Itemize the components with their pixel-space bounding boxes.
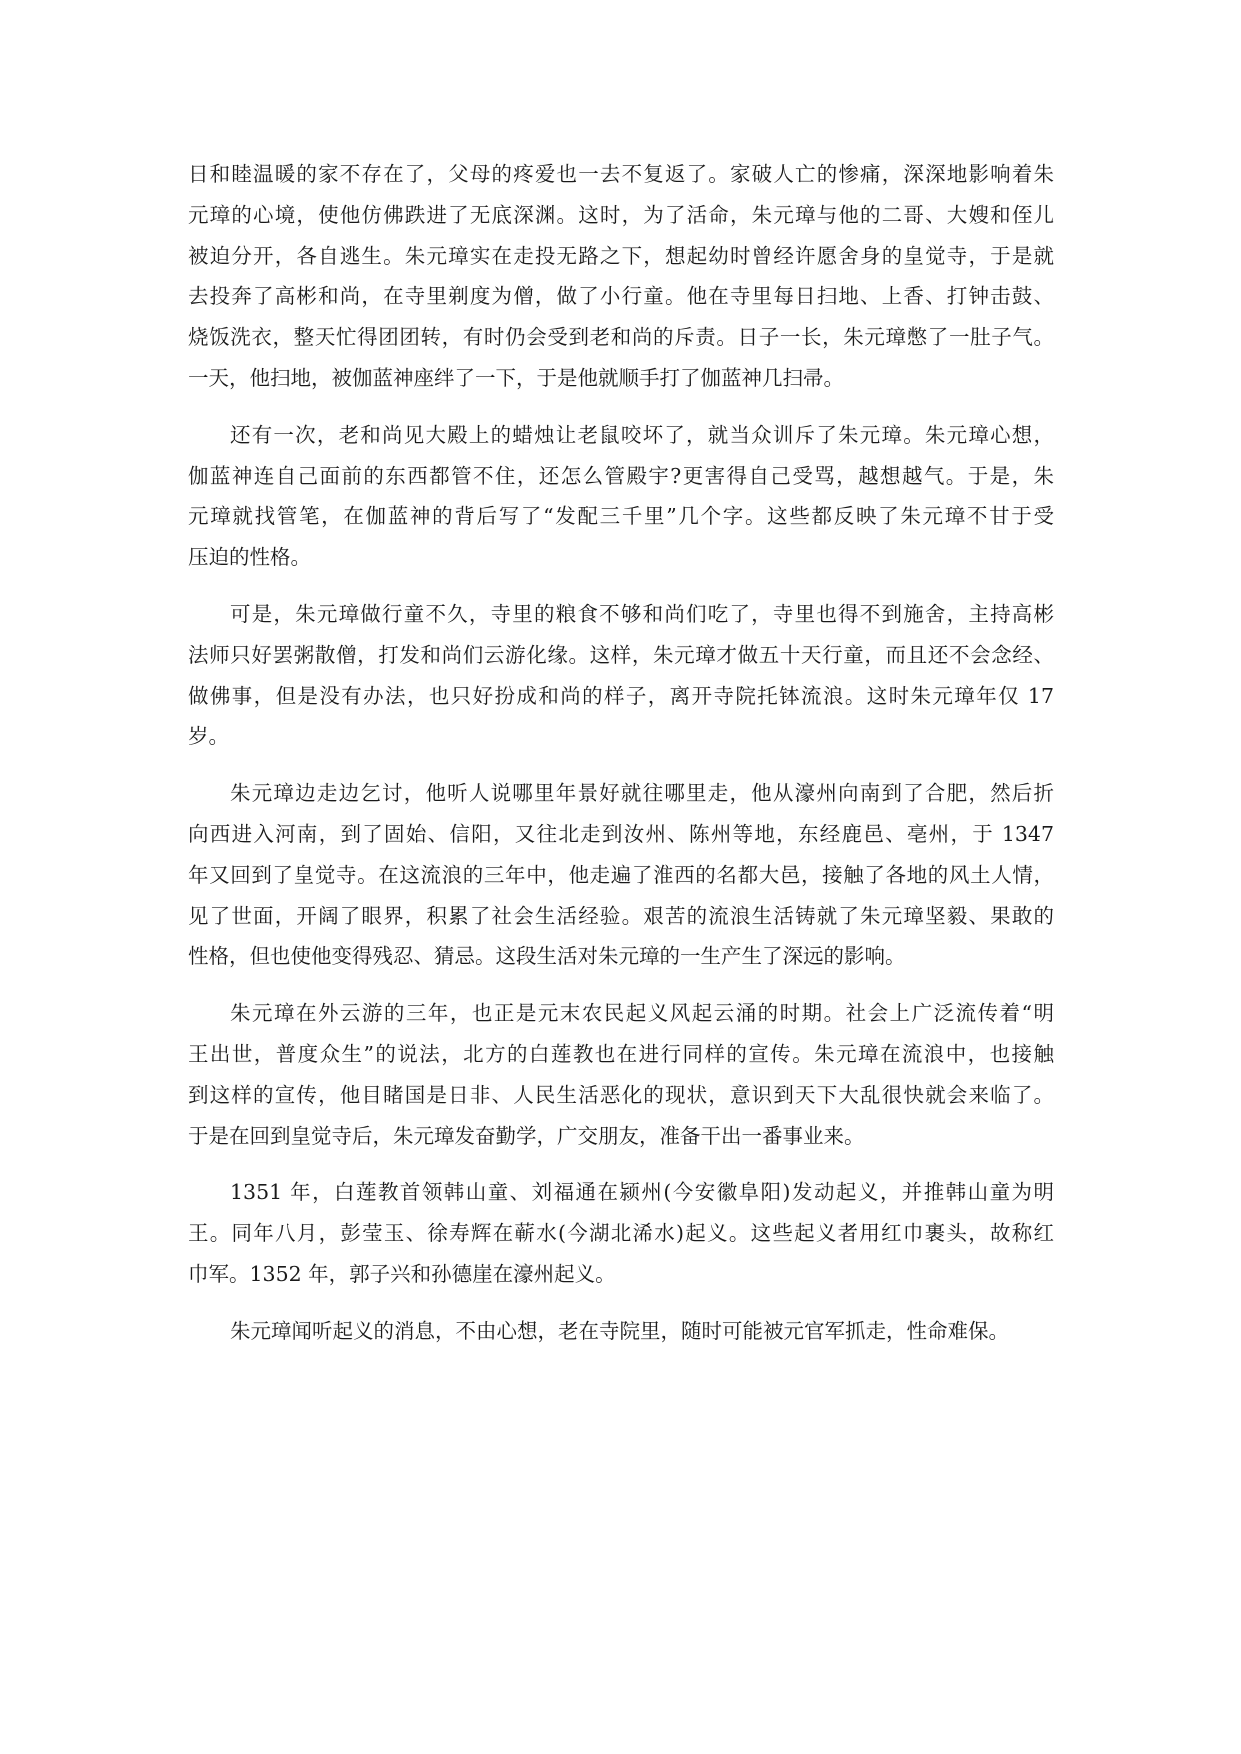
text-line: 1351 年，白莲教首领韩山童、刘福通在颍州(今安徽阜阳)发动起义，并推韩山童为明 [230,1180,1054,1205]
paragraph-gap [188,1156,1054,1172]
document-body [188,154,1054,1352]
text-line: 朱元璋闻听起义的消息，不由心想，老在寺院里，随时可能被元官军抓走，性命难保。 [230,1318,1009,1343]
text-line: 一天，他扫地，被伽蓝神座绊了一下，于是他就顺手打了伽蓝神几扫帚。 [188,365,844,390]
text-line: 压迫的性格。 [188,545,311,570]
paragraph-p7 [188,1311,1054,1352]
text-line: 被迫分开，各自逃生。朱元璋实在走投无路之下，想起幼时曾经许愿舍身的皇觉寺，于是就 [188,243,1054,268]
text-line: 日和睦温暖的家不存在了，父母的疼爱也一去不复返了。家破人亡的惨痛，深深地影响着朱 [188,162,1054,186]
text-line: 还有一次，老和尚见大殿上的蜡烛让老鼠咬坏了，就当众训斥了朱元璋。朱元璋心想， [230,422,1054,447]
text-line: 性格，但也使他变得残忍、猜忌。这段生活对朱元璋的一生产生了深远的影响。 [188,944,906,969]
paragraph-gap [188,1295,1054,1311]
text-line: 元璋的心境，使他仿佛跌进了无底深渊。这时，为了活命，朱元璋与他的二哥、大嫂和侄儿 [188,202,1054,227]
paragraph-p1 [188,154,1054,399]
paragraph-gap [188,578,1054,594]
text-line: 岁。 [188,724,229,749]
paragraph-gap [188,399,1054,415]
text-line: 法师只好罢粥散僧，打发和尚们云游化缘。这样，朱元璋才做五十天行童，而且还不会念经、 [188,642,1054,667]
text-line: 巾军。1352 年，郭子兴和孙德崖在濠州起义。 [188,1261,616,1286]
text-line: 向西进入河南，到了固始、信阳，又往北走到汝州、陈州等地，东经鹿邑、亳州，于 1347 [188,821,1054,846]
text-line: 王出世，普度众生”的说法，北方的白莲教也在进行同样的宣传。朱元璋在流浪中，也接触 [188,1041,1054,1066]
paragraph-gap [188,757,1054,773]
text-line: 到这样的宣传，他目睹国是日非、人民生活恶化的现状，意识到天下大乱很快就会来临了。 [188,1082,1054,1107]
paragraph-p4 [188,773,1054,977]
paragraph-p5 [188,993,1054,1156]
text-line: 烧饭洗衣，整天忙得团团转，有时仍会受到老和尚的斥责。日子一长，朱元璋憋了一肚子气。 [188,325,1054,350]
text-line: 见了世面，开阔了眼界，积累了社会生活经验。艰苦的流浪生活铸就了朱元璋坚毅、果敢的 [188,903,1054,928]
text-line: 可是，朱元璋做行童不久，寺里的粮食不够和尚们吃了，寺里也得不到施舍，主持高彬 [230,601,1054,626]
paragraph-p3 [188,594,1054,757]
text-line: 朱元璋边走边乞讨，他听人说哪里年景好就往哪里走，他从濠州向南到了合肥，然后折 [230,781,1054,806]
text-line: 元璋就找管笔，在伽蓝神的背后写了“发配三千里”几个字。这些都反映了朱元璋不甘于受 [188,504,1054,529]
text-line: 朱元璋在外云游的三年，也正是元末农民起义风起云涌的时期。社会上广泛流传着“明 [230,1001,1054,1026]
text-line: 王。同年八月，彭莹玉、徐寿辉在蕲水(今湖北浠水)起义。这些起义者用红巾裹头，故称红 [188,1221,1054,1246]
paragraph-p2 [188,415,1054,578]
text-line: 去投奔了高彬和尚，在寺里剃度为僧，做了小行童。他在寺里每日扫地、上香、打钟击鼓、 [188,284,1054,309]
paragraph-p6 [188,1172,1054,1294]
text-line: 做佛事，但是没有办法，也只好扮成和尚的样子，离开寺院托钵流浪。这时朱元璋年仅 17 [188,683,1054,708]
paragraph-gap [188,977,1054,993]
text-line: 伽蓝神连自己面前的东西都管不住，还怎么管殿宇?更害得自己受骂，越想越气。于是，朱 [188,463,1054,488]
text-line: 于是在回到皇觉寺后，朱元璋发奋勤学，广交朋友，准备干出一番事业来。 [188,1123,865,1148]
text-line: 年又回到了皇觉寺。在这流浪的三年中，他走遍了淮西的名都大邑，接触了各地的风土人情， [188,862,1054,887]
